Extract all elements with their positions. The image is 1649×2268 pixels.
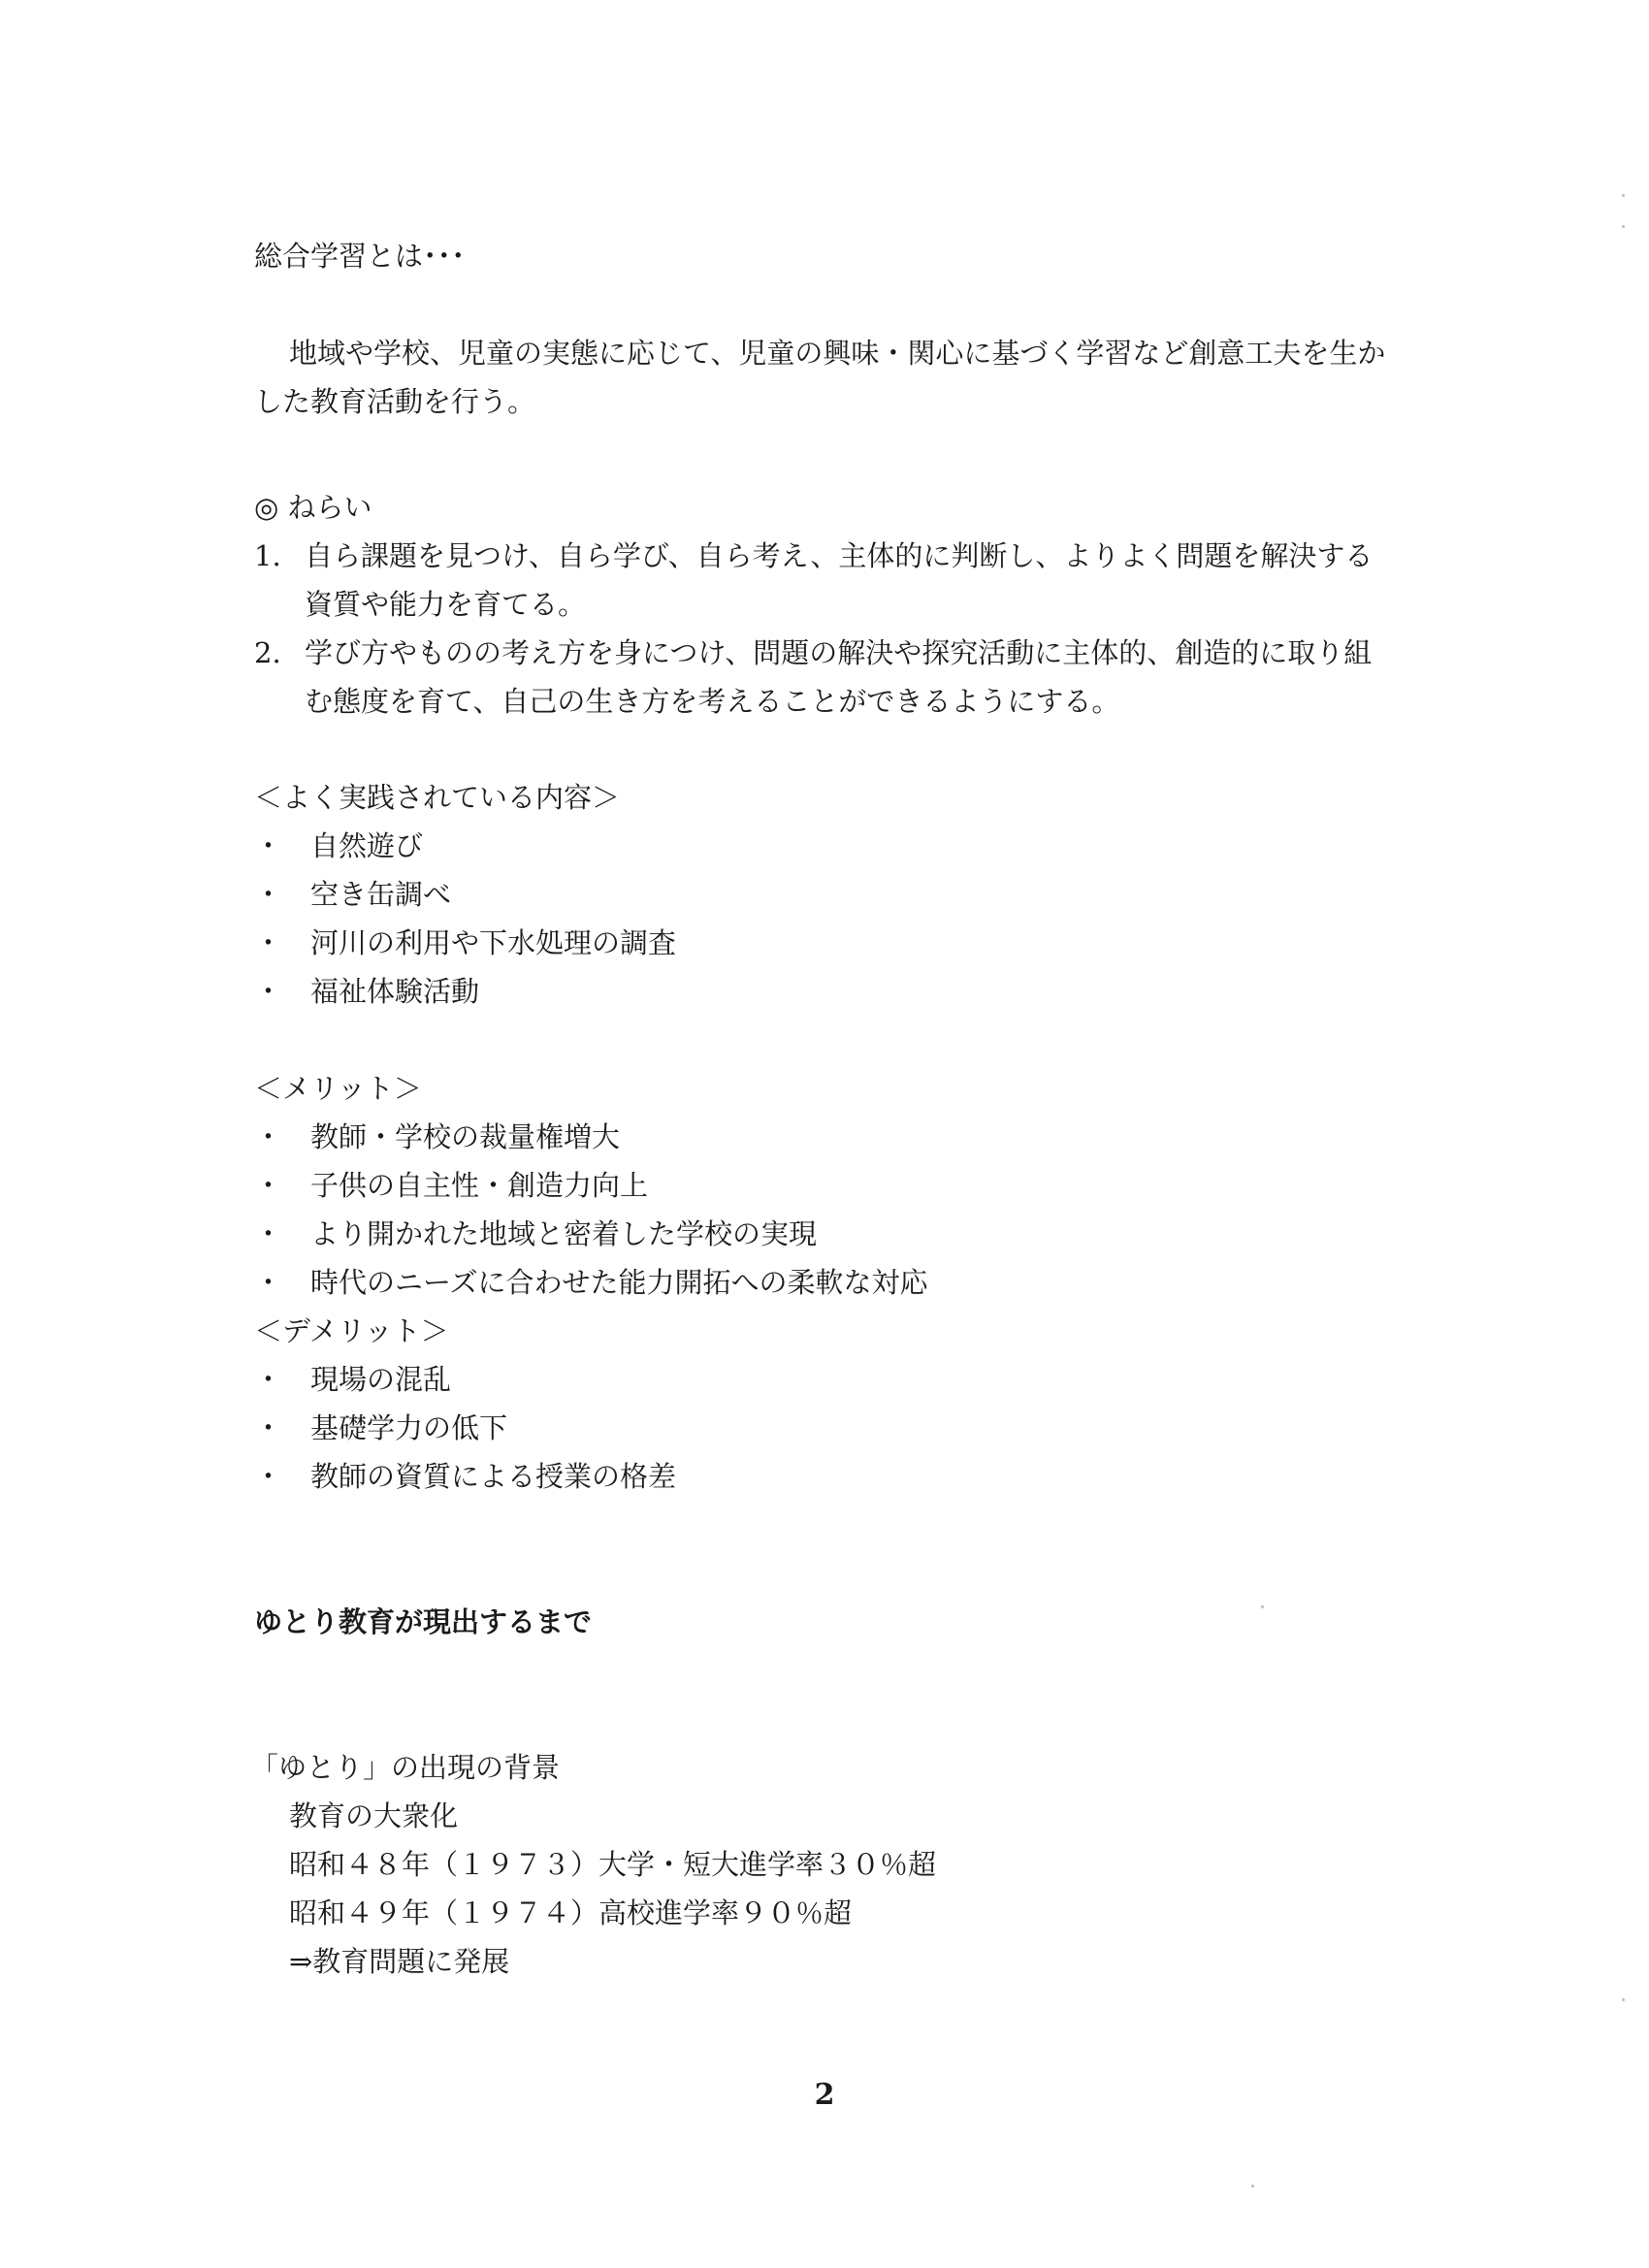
background-line: 昭和４９年（１９７４）高校進学率９０％超 — [289, 1896, 853, 1929]
merits-heading: ＜メリット＞ — [254, 1072, 422, 1105]
list-item-text: 子供の自主性・創造力向上 — [310, 1169, 649, 1202]
list-item-text: 基礎学力の低下 — [310, 1411, 508, 1444]
bullet: ・ — [254, 975, 283, 1008]
scan-speck — [1622, 225, 1625, 228]
list-item — [254, 1457, 676, 1496]
bullet: ・ — [254, 1266, 283, 1299]
list-item — [254, 1263, 928, 1302]
list-item-text: 教師の資質による授業の格差 — [310, 1460, 677, 1493]
aim-item-1 — [254, 536, 1373, 575]
aim-item-1-continuation: 資質や能力を育てる。 — [305, 588, 587, 621]
aim-item-2-continuation: む態度を育て、自己の生き方を考えることができるようにする。 — [305, 685, 1120, 718]
practice-heading: ＜よく実践されている内容＞ — [254, 781, 621, 814]
background-heading: 「ゆとり」の出現の背景 — [250, 1751, 561, 1784]
demerits-heading: ＜デメリット＞ — [254, 1314, 449, 1347]
aim-item-number: 1. — [254, 539, 281, 572]
list-item — [254, 972, 479, 1011]
bullet: ・ — [254, 1411, 283, 1444]
background-line: ⇒教育問題に発展 — [289, 1945, 510, 1978]
background-line: 教育の大衆化 — [289, 1799, 459, 1832]
aim-item-number: 2. — [254, 636, 281, 669]
bullet: ・ — [254, 1169, 283, 1202]
scan-speck — [1251, 2185, 1254, 2187]
list-item-text: 福祉体験活動 — [310, 975, 480, 1008]
background-line: 昭和４８年（１９７３）大学・短大進学率３０％超 — [289, 1848, 937, 1881]
list-item — [254, 875, 451, 914]
list-item-text: 現場の混乱 — [310, 1363, 452, 1396]
bullet: ・ — [254, 829, 283, 862]
aim-item-2 — [254, 633, 1372, 672]
intro-title: 総合学習とは･･･ — [254, 240, 466, 273]
list-item — [254, 1360, 451, 1399]
aim-item-text: 学び方やものの考え方を身につけ、問題の解決や探究活動に主体的、創造的に取り組 — [305, 636, 1373, 669]
bullet: ・ — [254, 878, 283, 911]
scan-speck — [1622, 194, 1625, 197]
list-item-text: 空き缶調べ — [310, 878, 452, 911]
aims-heading: ◎ ねらい — [254, 491, 372, 524]
bullet: ・ — [254, 1460, 283, 1493]
list-item-text: 時代のニーズに合わせた能力開拓への柔軟な対応 — [310, 1266, 928, 1299]
list-item-text: 自然遊び — [310, 829, 424, 862]
scan-speck — [1261, 1605, 1264, 1608]
intro-paragraph-line-1: 地域や学校、児童の実態に応じて、児童の興味・関心に基づく学習など創意工夫を生か — [289, 337, 1386, 370]
list-item — [254, 1409, 507, 1447]
scan-speck — [1622, 1998, 1625, 2001]
page-number: 2 — [814, 2078, 835, 2112]
list-item — [254, 1215, 817, 1253]
list-item — [254, 1118, 620, 1156]
aim-item-text: 自ら課題を見つけ、自ら学び、自ら考え、主体的に判断し、よりよく問題を解決する — [305, 539, 1374, 572]
list-item — [254, 1166, 648, 1205]
list-item-text: 河川の利用や下水処理の調査 — [310, 926, 677, 959]
bullet: ・ — [254, 1217, 283, 1250]
list-item-text: 教師・学校の裁量権増大 — [310, 1120, 621, 1153]
bullet: ・ — [254, 1120, 283, 1153]
list-item — [254, 826, 423, 865]
bullet: ・ — [254, 1363, 283, 1396]
list-item-text: より開かれた地域と密着した学校の実現 — [310, 1217, 818, 1250]
list-item — [254, 923, 676, 962]
section-heading: ゆとり教育が現出するまで — [254, 1605, 593, 1638]
bullet: ・ — [254, 926, 283, 959]
intro-paragraph-line-2: した教育活動を行う。 — [254, 385, 536, 418]
